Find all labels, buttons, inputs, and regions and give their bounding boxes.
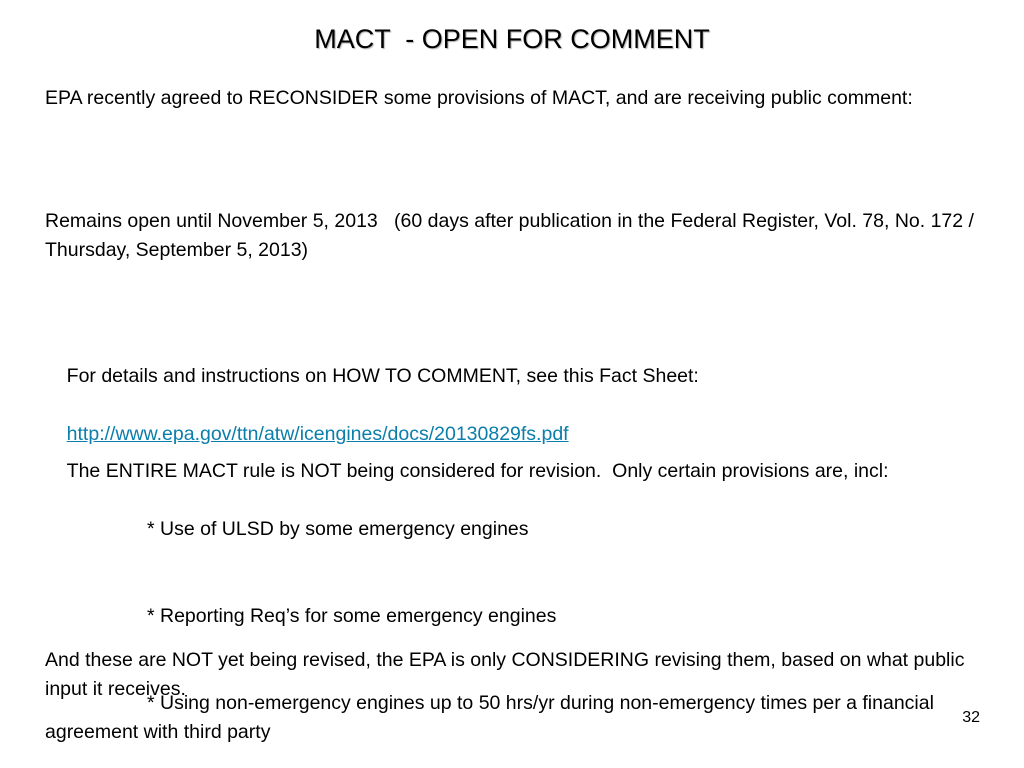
revision-scope-paragraph: [45, 428, 990, 768]
bullet-item: * Use of ULSD by some emergency engines: [147, 518, 529, 540]
bullet-item: * Reporting Req’s for some emergency engines: [147, 605, 557, 627]
revision-scope-intro: The ENTIRE MACT rule is NOT being considered for revision. Only certain provisions are, incl:: [66, 460, 889, 482]
page-number: 32: [962, 709, 980, 726]
slide-title: MACT - OPEN FOR COMMENT: [314, 24, 710, 54]
bullet-item: * Using non-emergency engines up to 50 hrs/yr during non-emergency times per a financial agreement with third party: [45, 692, 940, 743]
fact-sheet-link[interactable]: http://www.epa.gov/ttn/atw/icengines/docs/20130829fs.pdf: [66, 423, 569, 445]
not-yet-revised-paragraph: And these are NOT yet being revised, the EPA is only CONSIDERING revising them, based on what public input it receives.: [45, 649, 970, 700]
fact-sheet-text: For details and instructions on HOW TO COMMENT, see this Fact Sheet:: [66, 365, 699, 387]
comment-period-paragraph: Remains open until November 5, 2013 (60 days after publication in the Federal Register, Vol. 78, No. 172 / Thursday, September 5, 2013): [45, 210, 980, 261]
reconsider-paragraph: EPA recently agreed to RECONSIDER some provisions of MACT, and are receiving public comment:: [45, 87, 913, 109]
